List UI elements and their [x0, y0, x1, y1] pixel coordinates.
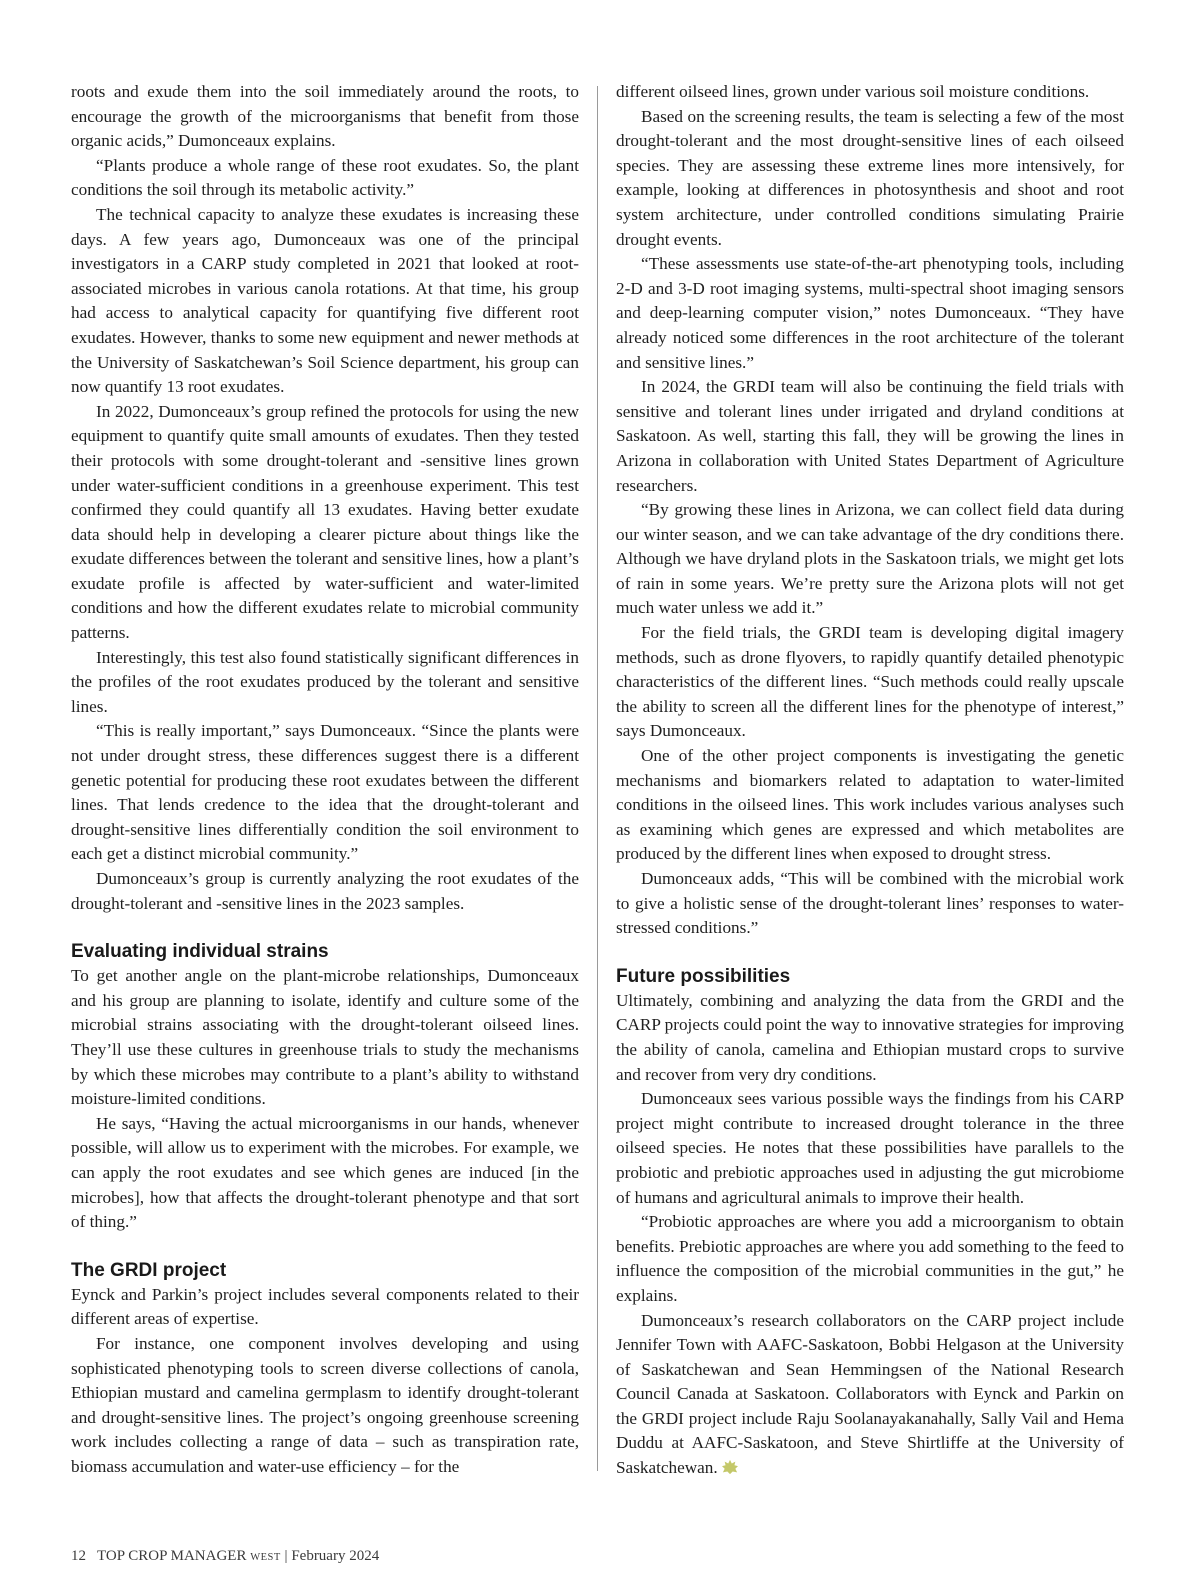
paragraph: In 2024, the GRDI team will also be continuing the field trials with sensitive and tolerant lines under irrigated and dryland conditions at Saskatoon. As well, starting this fall, they will be growing the lines in Arizona in collaboration with United States Department of Agriculture researchers.: [616, 377, 1124, 495]
paragraph: “These assessments use state-of-the-art phenotyping tools, including 2-D and 3-D root imaging systems, multi-spectral shoot imaging sensors and deep-learning computer vision,” notes Dumonceaux. “They have already noticed some differences in the root architecture of the tolerant and sensitive lines.”: [616, 254, 1124, 372]
end-mark-leaf-icon: [721, 1459, 739, 1475]
paragraph: He says, “Having the actual microorganisms in our hands, whenever possible, will allow us to experiment with the microbes. For example, we can apply the root exudates and see which genes are induced [in the microbes], how that affects the drought-tolerant phenotype and that sort of thing.”: [71, 1113, 579, 1232]
magazine-edition: WEST: [250, 1552, 281, 1563]
page-footer: [71, 1548, 379, 1565]
paragraph: Interestingly, this test also found statistically significant differences in the profiles of the root exudates produced by the tolerant and sensitive lines.: [71, 647, 579, 716]
paragraph: “Probiotic approaches are where you add a microorganism to obtain benefits. Prebiotic approaches are where you add something to the feed to influence the composition of the microbial communities in the gut,” he explains.: [616, 1212, 1124, 1305]
paragraph: Based on the screening results, the team is selecting a few of the most drought-tolerant and the most drought-sensitive lines of each oilseed species. They are assessing these extreme lines more intensively, for example, looking at differences in photosynthesis and shoot and root system architecture, under controlled conditions simulating Prairie drought events.: [616, 106, 1124, 249]
left-column: [71, 80, 579, 1479]
footer-separator: |: [284, 1548, 288, 1564]
paragraph: roots and exude them into the soil immediately around the roots, to encourage the growth of the microorganisms that benefit from those organic acids,” Dumonceaux explains.: [71, 82, 579, 151]
paragraph: “This is really important,” says Dumonceaux. “Since the plants were not under drought stress, these differences suggest there is a different genetic potential for producing these root exudates between the different lines. That lends credence to the idea that the drought-tolerant and drought-sensitive lines differentially condition the soil environment to each get a distinct microbial community.”: [71, 721, 579, 864]
paragraph: “By growing these lines in Arizona, we can collect field data during our winter season, and we can take advantage of the dry conditions there. Although we have dryland plots in the Saskatoon trials, we might get lots of rain in some years. We’re pretty sure the Arizona plots will not get much water unless we add it.”: [616, 500, 1124, 618]
section-heading-grdi-project: The GRDI project: [71, 1259, 227, 1281]
paragraph: Dumonceaux’s group is currently analyzing the root exudates of the drought-tolerant and -sensitive lines in the 2023 samples.: [71, 869, 579, 913]
paragraph: To get another angle on the plant-microbe relationships, Dumonceaux and his group are planning to isolate, identify and culture some of the microbial strains associating with the drought-tolerant oilseed lines. They’ll use these cultures in greenhouse trials to study the mechanisms by which these microbes may contribute to a plant’s ability to withstand moisture-limited conditions.: [71, 966, 579, 1109]
paragraph: The technical capacity to analyze these exudates is increasing these days. A few years ago, Dumonceaux was one of the principal investigators in a CARP study completed in 2021 that looked at root-associated microbes in various canola rotations. At that time, his group had access to analytical capacity for quantifying five different root exudates. However, thanks to some new equipment and newer methods at the University of Saskatchewan’s Soil Science department, his group can now quantify 13 root exudates.: [71, 204, 579, 397]
paragraph: Dumonceaux sees various possible ways the findings from his CARP project might contribute to increased drought tolerance in the three oilseed species. He notes that these possibilities have parallels to the probiotic and prebiotic approaches used in adjusting the gut microbiome of humans and agricultural animals to improve their health.: [616, 1089, 1124, 1207]
right-column: [616, 80, 1124, 1481]
section-heading-future-possibilities: Future possibilities: [616, 965, 791, 987]
column-divider: [597, 86, 598, 1471]
paragraph: “Plants produce a whole range of these root exudates. So, the plant conditions the soil through its metabolic activity.”: [71, 155, 579, 200]
page-number: 12: [71, 1548, 86, 1564]
magazine-title: TOP CROP MANAGER: [96, 1548, 247, 1564]
paragraph: For the field trials, the GRDI team is developing digital imagery methods, such as drone flyovers, to rapidly quantify detailed phenotypic characteristics of the different lines. “Such methods could really upscale the ability to screen all the different lines for the phenotype of interest,” says Dumonceaux.: [616, 623, 1124, 741]
paragraph: Ultimately, combining and analyzing the data from the GRDI and the CARP projects could point the way to innovative strategies for improving the ability of canola, camelina and Ethiopian mustard crops to survive and recover from very dry conditions.: [616, 990, 1124, 1084]
paragraph: In 2022, Dumonceaux’s group refined the protocols for using the new equipment to quantify quite small amounts of exudates. Then they tested their protocols with some drought-tolerant and -sensitive lines grown under water-sufficient conditions in a greenhouse experiment. This test confirmed they could quantify all 13 exudates. Having better exudate data should help in developing a clearer picture about things like the exudate differences between the tolerant and sensitive lines, how a plant’s exudate profile is affected by water-sufficient and water-limited conditions and how the different exudates relate to microbial community patterns.: [71, 401, 579, 643]
paragraph: One of the other project components is investigating the genetic mechanisms and biomarkers related to adaptation to water-limited conditions in the oilseed lines. This work includes various analyses such as examining which genes are expressed and which metabolites are produced by the different lines when exposed to drought stress.: [616, 746, 1124, 864]
paragraph-final-text: Dumonceaux’s research collaborators on the CARP project include Jennifer Town with AAFC-Saskatoon, Bobbi Helgason at the University of Saskatchewan and Sean Hemmingsen of the National Research Council Canada at Saskatoon. Collaborators with Eynck and Parkin on the GRDI project include Raju Soolanayakanahally, Sally Vail and Hema Duddu at AAFC-Saskatoon, and Steve Shirtliffe at the University of Saskatchewan.: [616, 1310, 1124, 1478]
paragraph: different oilseed lines, grown under various soil moisture conditions.: [616, 82, 1090, 101]
paragraph: Dumonceaux adds, “This will be combined with the microbial work to give a holistic sense of the drought-tolerant lines’ responses to water-stressed conditions.”: [616, 869, 1124, 938]
section-heading-evaluating-strains: Evaluating individual strains: [71, 941, 329, 963]
paragraph: Eynck and Parkin’s project includes several components related to their different areas of expertise.: [71, 1284, 579, 1329]
paragraph-final: [616, 1309, 1124, 1481]
issue-date: February 2024: [291, 1548, 380, 1564]
paragraph: For instance, one component involves developing and using sophisticated phenotyping tools to screen diverse collections of canola, Ethiopian mustard and camelina germplasm to identify drought-tolerant and drought-sensitive lines. The project’s ongoing greenhouse screening work includes collecting a range of data – such as transpiration rate, biomass accumulation and water-use efficiency – for the: [71, 1333, 579, 1476]
